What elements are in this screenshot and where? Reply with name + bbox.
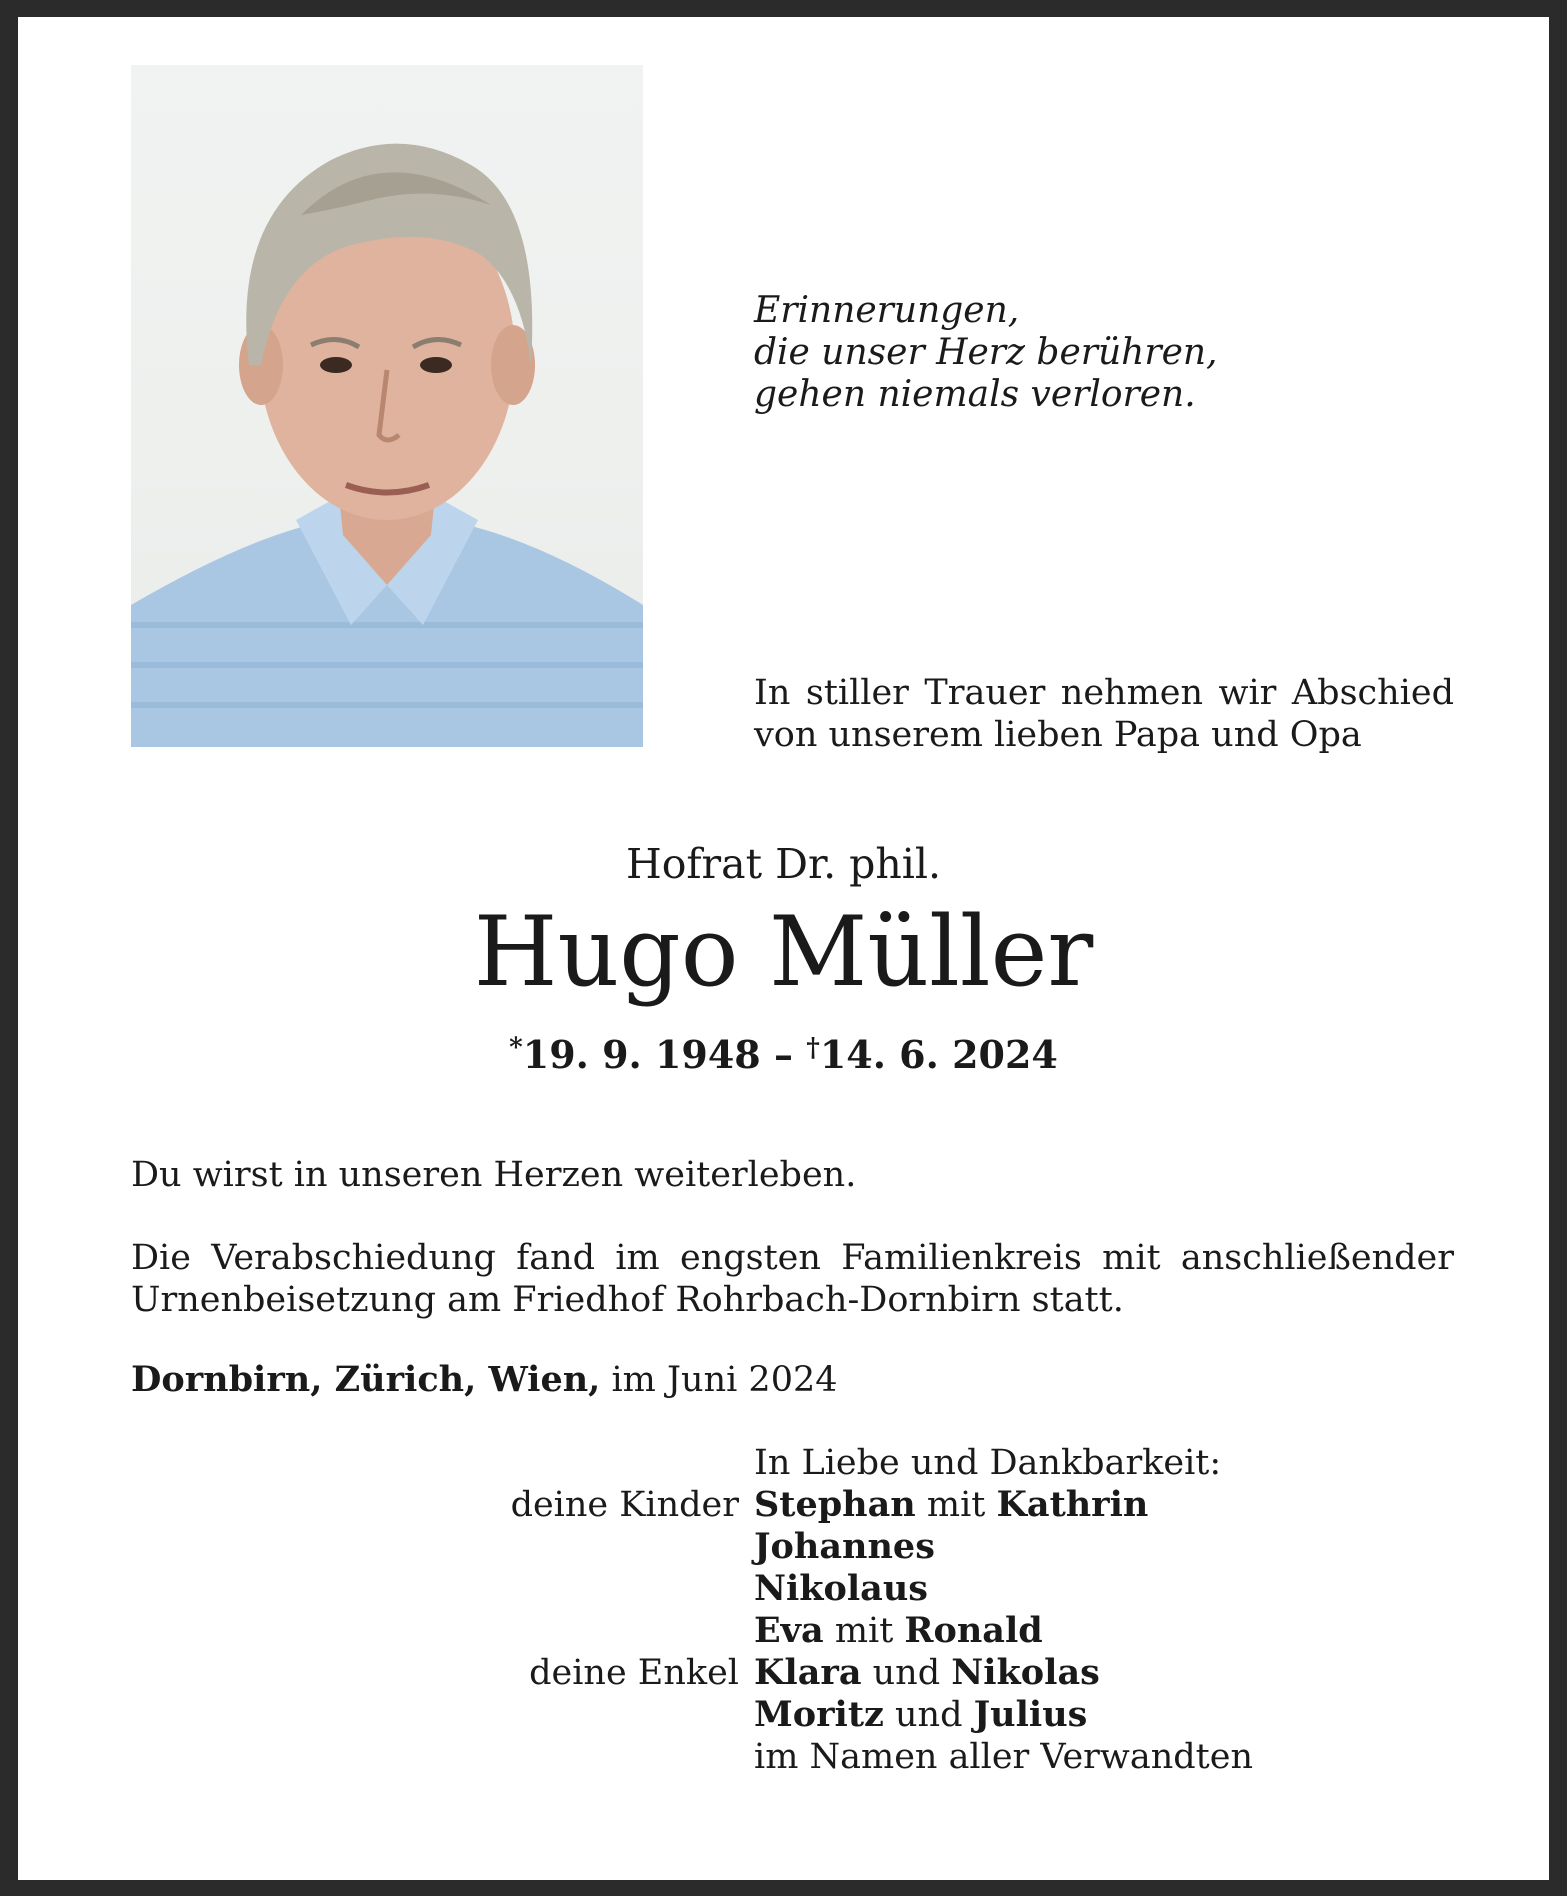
memorial-sentence: Du wirst in unseren Herzen weiterleben. [131, 1155, 857, 1195]
quote-line: gehen niemals verloren. [754, 374, 1196, 415]
date-separator: – [760, 1032, 807, 1077]
birth-date: 19. 9. 1948 [522, 1032, 761, 1077]
mourner-entry [754, 1526, 935, 1568]
mourners-closing: im Namen aller Verwandten [754, 1737, 1253, 1777]
death-date: 14. 6. 2024 [819, 1032, 1058, 1077]
mourner-conjunction: und [883, 1695, 974, 1735]
mourner-name: Eva [754, 1610, 824, 1651]
mourner-conjunction: mit [915, 1485, 997, 1525]
mourner-conjunction: und [861, 1653, 952, 1693]
deceased-name: Hugo Müller [473, 896, 1094, 1008]
ceremony-line: Die Verabschiedung fand im engsten Familienkreis mit anschließender [131, 1238, 1454, 1278]
children-label: deine Kinder [510, 1485, 739, 1525]
mourner-entry [754, 1652, 1100, 1694]
mourner-entry [754, 1484, 1148, 1526]
mourner-entry [754, 1610, 1043, 1652]
mourner-conjunction: mit [823, 1611, 905, 1651]
birth-symbol: * [509, 1033, 523, 1063]
ceremony-note [131, 1237, 1454, 1321]
farewell-intro [754, 672, 1454, 756]
place-and-date [131, 1359, 838, 1401]
quote-line: Erinnerungen, [754, 290, 1020, 331]
mourner-name: Nikolaus [754, 1568, 929, 1609]
life-dates [18, 1024, 1549, 1079]
month-year: im Juni 2024 [600, 1360, 838, 1400]
ceremony-line: Urnenbeisetzung am Friedhof Rohrbach-Dornbirn statt. [131, 1280, 1124, 1320]
mourners-list [18, 1442, 1549, 1778]
mourner-name: Johannes [754, 1526, 935, 1567]
obituary-sheet [18, 17, 1549, 1880]
academic-title: Hofrat Dr. phil. [625, 840, 942, 888]
portrait-illustration [131, 65, 643, 747]
intro-line: In stiller Trauer nehmen wir Abschied [754, 673, 1454, 713]
mourner-name: Kathrin [996, 1484, 1149, 1525]
grandchildren-label: deine Enkel [529, 1653, 739, 1693]
mourner-name: Klara [754, 1652, 862, 1693]
places: Dornbirn, Zürich, Wien, [131, 1359, 601, 1400]
mourner-name: Ronald [904, 1610, 1043, 1651]
mourner-entry [754, 1694, 1087, 1736]
intro-line: von unserem lieben Papa und Opa [754, 715, 1362, 755]
mourner-name: Nikolas [951, 1652, 1100, 1693]
mourner-name: Stephan [754, 1484, 916, 1525]
quote-line: die unser Herz berühren, [754, 332, 1218, 373]
death-symbol: † [806, 1033, 820, 1063]
mourner-entry [754, 1568, 928, 1610]
portrait-photo [131, 65, 643, 747]
mourner-name: Julius [973, 1694, 1088, 1735]
mourners-heading: In Liebe und Dankbarkeit: [754, 1443, 1222, 1483]
mourner-name: Moritz [754, 1694, 884, 1735]
memorial-quote [754, 290, 1218, 416]
